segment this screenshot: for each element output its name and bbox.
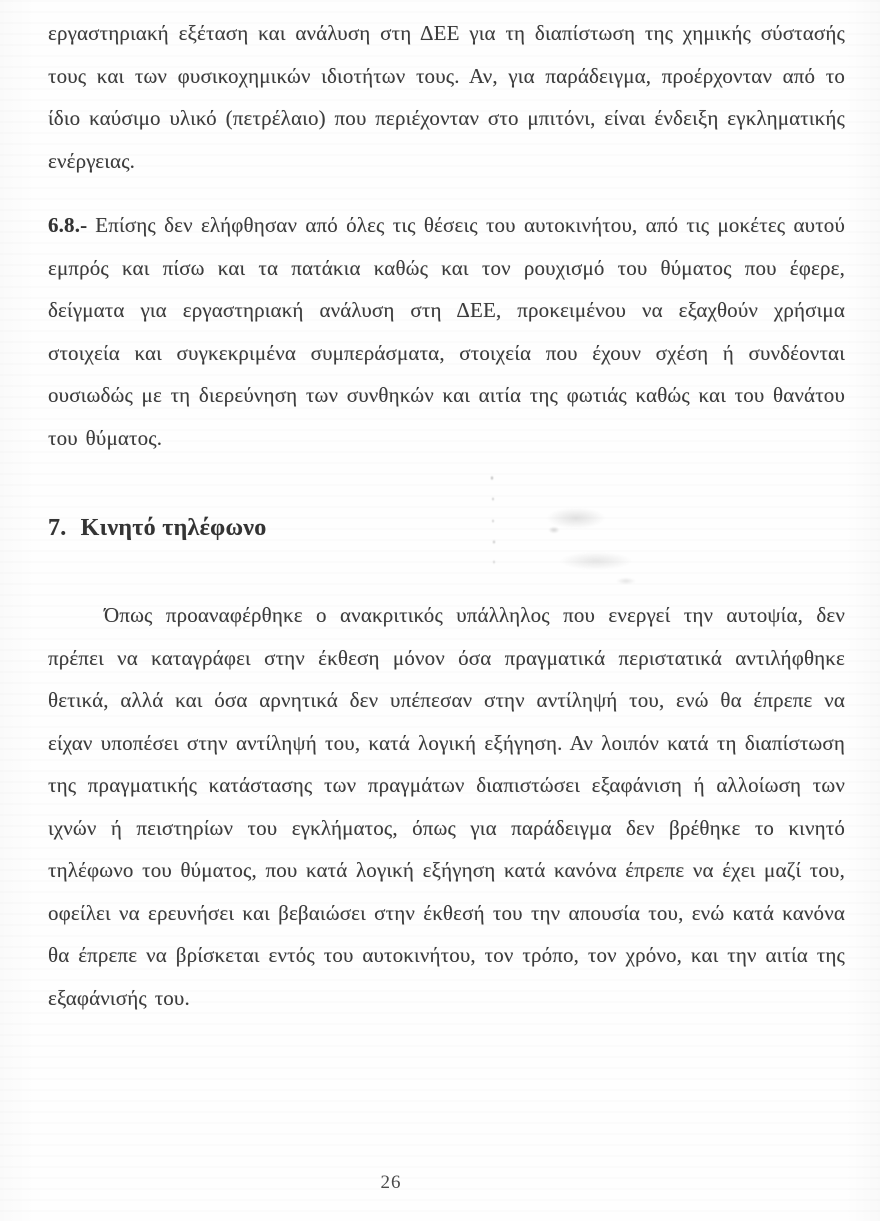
- section-heading-title: Κινητό τηλέφωνο: [80, 515, 267, 541]
- page-number: 26: [380, 1172, 402, 1193]
- section-heading-number: 7.: [48, 515, 67, 541]
- section-6-8-label: 6.8.-: [48, 213, 88, 237]
- paragraph-section-7: Όπως προαναφέρθηκε ο ανακριτικός υπάλληλος που ενεργεί την αυτοψία, δεν πρέπει να καταγράφει στην έκθεση μόνον όσα πραγματικά περιστατικά αντιλήφθηκε θετικά, αλλά και όσα αρνητικά δεν υπέπεσαν στην αντίληψή του, ενώ θα έπρεπε να είχαν υποπέσει στην αντίληψή του, κατά λογική εξήγηση. Αν λοιπόν κατά τη διαπίστωση της πραγματικής κατάστασης των πραγμάτων διαπιστώσει εξαφάνιση ή αλλοίωση των ιχνών ή πειστηρίων του εγκλήματος, όπως για παράδειγμα δεν βρέθηκε το κινητό τηλέφωνο του θύματος, που κατά λογική εξήγηση κατά κανόνα έπρεπε να έχει μαζί του, οφείλει να ερευνήσει και βεβαιώσει στην έκθεσή του την απουσία του, ενώ κατά κανόνα θα έπρεπε να βρίσκεται εντός του αυτοκινήτου, τον τρόπο, τον χρόνο, και την αιτία της εξαφάνισής του.: [48, 603, 845, 1010]
- section-heading-7: [48, 515, 845, 542]
- paragraph-continuation: εργαστηριακή εξέταση και ανάλυση στη ΔΕΕ για τη διαπίστωση της χημικής σύστασής τους και των φυσικοχημικών ιδιοτήτων τους. Αν, για παράδειγμα, προέρχονταν από το ίδιο καύσιμο υλικό (πετρέλαιο) που περιέχονταν στο μπιτόνι, είναι ένδειξη εγκληματικής ενέργειας.: [48, 21, 845, 173]
- paragraph-section-6-8: [48, 204, 845, 459]
- section-6-8-text: Επίσης δεν ελήφθησαν από όλες τις θέσεις του αυτοκινήτου, από τις μοκέτες αυτού εμπρός και πίσω και τα πατάκια καθώς και τον ρουχισμό του θύματος που έφερε, δείγματα για εργαστηριακή ανάλυση στη ΔΕΕ, προκειμένου να εξαχθούν χρήσιμα στοιχεία και συγκεκριμένα συμπεράσματα, στοιχεία που έχουν σχέση ή συνδέονται ουσιωδώς με τη διερεύνηση των συνθηκών και αιτία της φωτιάς καθώς και του θανάτου του θύματος.: [48, 213, 845, 450]
- text-block: [48, 12, 845, 1019]
